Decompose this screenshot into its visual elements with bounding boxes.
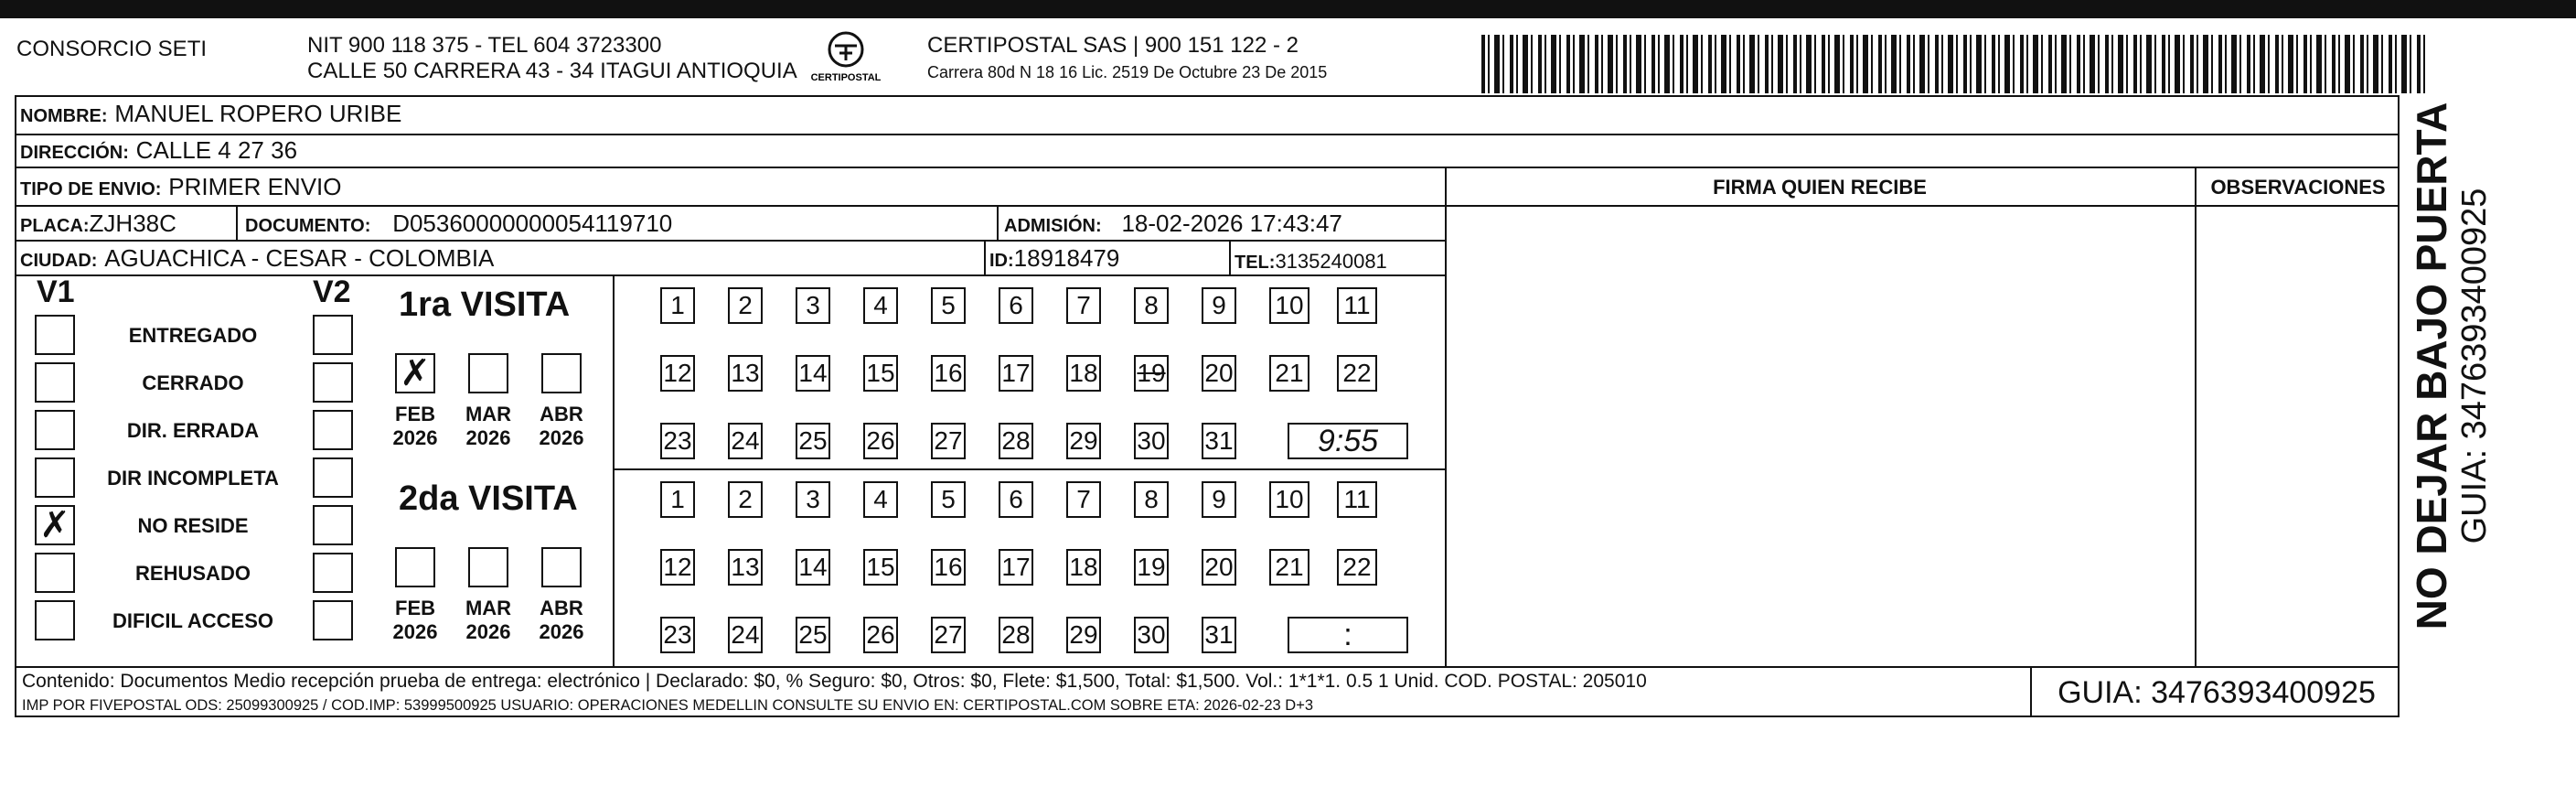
side-guia: GUIA: 3476393400925: [2455, 188, 2494, 544]
documento-value: D05360000000054119710: [392, 210, 673, 237]
time-box[interactable]: :: [1288, 617, 1408, 653]
col-line: [984, 240, 986, 274]
day-box[interactable]: 27: [931, 617, 966, 653]
v1-checkbox[interactable]: [35, 600, 75, 640]
tipo-envio-field: TIPO DE ENVIO: PRIMER ENVIO: [20, 173, 342, 200]
id-field: ID:18918479: [989, 244, 1120, 272]
month-checkbox[interactable]: [541, 547, 582, 587]
row-line: [15, 205, 1445, 207]
year-label: 2026: [539, 426, 584, 449]
day-box[interactable]: 29: [1066, 423, 1101, 459]
day-box[interactable]: 23: [660, 617, 695, 653]
license-line: Carrera 80d N 18 16 Lic. 2519 De Octubre 23 De 2015: [927, 63, 1328, 81]
check-mark: ✗: [39, 504, 70, 546]
tipo-envio-value: PRIMER ENVIO: [168, 173, 342, 200]
month-checkbox[interactable]: [468, 547, 508, 587]
time-box[interactable]: 9:55: [1288, 423, 1408, 459]
year-label: 2026: [392, 426, 438, 449]
direccion-field: DIRECCIÓN: CALLE 4 27 36: [20, 136, 298, 164]
col-line: [2195, 167, 2197, 666]
day-box[interactable]: 25: [796, 617, 830, 653]
day-box[interactable]: 15: [863, 549, 898, 586]
day-box[interactable]: 22: [1337, 549, 1377, 586]
day-box[interactable]: 2: [728, 287, 763, 324]
nit-line: NIT 900 118 375 - TEL 604 3723300: [307, 33, 662, 58]
v2-checkbox[interactable]: [313, 315, 353, 355]
day-box[interactable]: 21: [1269, 549, 1309, 586]
row-line: [15, 134, 2400, 135]
month-label: MAR: [465, 403, 512, 425]
day-box[interactable]: 1: [660, 481, 695, 518]
v2-checkbox[interactable]: [313, 457, 353, 498]
day-box[interactable]: 5: [931, 287, 966, 324]
signature-area[interactable]: [1454, 212, 2186, 657]
day-box[interactable]: 27: [931, 423, 966, 459]
footer-line: [15, 666, 2400, 668]
placa-field: PLACA:ZJH38C: [20, 210, 176, 237]
visit-title: 1ra VISITA: [399, 285, 571, 324]
day-box[interactable]: 16: [931, 355, 966, 392]
status-option-label: ENTREGADO: [128, 324, 258, 347]
no-dejar-bajo-puerta: NO DEJAR BAJO PUERTA: [2408, 102, 2455, 630]
nombre-value: MANUEL ROPERO URIBE: [114, 100, 402, 127]
v1-checkbox[interactable]: [35, 553, 75, 593]
status-option-label: CERRADO: [142, 371, 244, 394]
tel-value: 3135240081: [1275, 250, 1387, 273]
day-box[interactable]: 4: [863, 287, 898, 324]
day-box[interactable]: 6: [999, 481, 1033, 518]
day-box[interactable]: 4: [863, 481, 898, 518]
day-box[interactable]: 31: [1202, 617, 1236, 653]
day-box[interactable]: 24: [728, 423, 763, 459]
day-box[interactable]: 9: [1202, 481, 1236, 518]
admision-value: 18-02-2026 17:43:47: [1121, 210, 1342, 237]
day-box[interactable]: 10: [1269, 481, 1309, 518]
visit-divider: [613, 468, 1445, 470]
day-box[interactable]: 19: [1134, 549, 1169, 586]
day-box[interactable]: 13: [728, 355, 763, 392]
day-box[interactable]: 30: [1134, 423, 1169, 459]
certipostal-line: CERTIPOSTAL SAS | 900 151 122 - 2: [927, 33, 1299, 58]
day-box[interactable]: 14: [796, 355, 830, 392]
day-box[interactable]: 20: [1202, 355, 1236, 392]
year-label: 2026: [465, 620, 511, 643]
day-box[interactable]: 19: [1134, 355, 1169, 392]
observaciones-area[interactable]: [2204, 212, 2392, 657]
col-line: [613, 274, 615, 666]
day-box[interactable]: 26: [863, 423, 898, 459]
day-box[interactable]: 8: [1134, 481, 1169, 518]
top-border: [0, 0, 2576, 18]
day-box[interactable]: 30: [1134, 617, 1169, 653]
v2-checkbox[interactable]: [313, 362, 353, 403]
day-box[interactable]: 31: [1202, 423, 1236, 459]
month-label: ABR: [540, 597, 583, 619]
day-box[interactable]: 7: [1066, 287, 1101, 324]
status-option-label: DIR INCOMPLETA: [107, 467, 279, 490]
v2-checkbox[interactable]: [313, 505, 353, 545]
visit-title: 2da VISITA: [399, 479, 578, 518]
status-option-label: DIR. ERRADA: [126, 419, 260, 442]
day-box[interactable]: 24: [728, 617, 763, 653]
day-box[interactable]: 28: [999, 617, 1033, 653]
day-box[interactable]: 9: [1202, 287, 1236, 324]
month-checkbox[interactable]: [395, 547, 435, 587]
month-label: FEB: [395, 403, 435, 425]
day-box[interactable]: 18: [1066, 549, 1101, 586]
v2-checkbox[interactable]: [313, 600, 353, 640]
row-line: [1445, 205, 2400, 207]
day-box[interactable]: 22: [1337, 355, 1377, 392]
month-label: MAR: [465, 597, 512, 619]
day-box[interactable]: 16: [931, 549, 966, 586]
v1-checkbox[interactable]: [35, 457, 75, 498]
v2-label: V2: [313, 274, 351, 309]
nombre-field: NOMBRE: MANUEL ROPERO URIBE: [20, 100, 402, 127]
documento-field: DOCUMENTO: D05360000000054119710: [245, 210, 673, 237]
col-line: [236, 205, 238, 240]
day-box[interactable]: 15: [863, 355, 898, 392]
month-checkbox[interactable]: [468, 353, 508, 393]
v1-checkbox[interactable]: [35, 505, 75, 545]
day-box[interactable]: 11: [1337, 481, 1377, 518]
direccion-value: CALLE 4 27 36: [135, 136, 298, 164]
svg-text:CERTIPOSTAL: CERTIPOSTAL: [810, 72, 882, 83]
day-box[interactable]: 17: [999, 549, 1033, 586]
side-notice: [2409, 91, 2509, 640]
col-line: [1229, 240, 1231, 274]
status-option-label: NO RESIDE: [137, 514, 249, 537]
col-line: [2030, 666, 2032, 717]
placa-value: ZJH38C: [89, 210, 176, 237]
id-value: 18918479: [1013, 244, 1120, 272]
month-checkbox[interactable]: [541, 353, 582, 393]
v1-label: V1: [37, 274, 75, 309]
status-option-label: DIFICIL ACCESO: [112, 609, 273, 632]
barcode: [1481, 35, 2429, 93]
day-box[interactable]: 28: [999, 423, 1033, 459]
day-box[interactable]: 29: [1066, 617, 1101, 653]
v1-checkbox[interactable]: [35, 362, 75, 403]
month-checkbox[interactable]: [395, 353, 435, 393]
day-box[interactable]: 3: [796, 287, 830, 324]
row-line: [15, 167, 2400, 168]
day-box[interactable]: 12: [660, 355, 695, 392]
v1-checkbox[interactable]: [35, 315, 75, 355]
ciudad-value: AGUACHICA - CESAR - COLOMBIA: [104, 244, 495, 272]
day-box[interactable]: 23: [660, 423, 695, 459]
imp-line: IMP POR FIVEPOSTAL ODS: 25099300925 / COD.IMP: 53999500925 USUARIO: OPERACIONES MEDELLIN CONSULTE SU ENVIO EN: CERTIPOSTAL.COM SOBRE ETA: 2026-02-23 D+3: [22, 697, 1314, 714]
day-box[interactable]: 10: [1269, 287, 1309, 324]
day-box[interactable]: 14: [796, 549, 830, 586]
month-label: FEB: [395, 597, 435, 619]
v1-checkbox[interactable]: [35, 410, 75, 450]
col-line: [1445, 167, 1447, 666]
day-box[interactable]: 17: [999, 355, 1033, 392]
day-box[interactable]: 13: [728, 549, 763, 586]
address-line: CALLE 50 CARRERA 43 - 34 ITAGUI ANTIOQUIA: [307, 59, 797, 83]
admision-field: ADMISIÓN: 18-02-2026 17:43:47: [1004, 210, 1342, 237]
v2-checkbox[interactable]: [313, 553, 353, 593]
year-label: 2026: [392, 620, 438, 643]
guia-footer: GUIA: 3476393400925: [2058, 675, 2376, 710]
company-name: CONSORCIO SETI: [16, 37, 208, 61]
check-mark: ✗: [400, 352, 431, 394]
v2-checkbox[interactable]: [313, 410, 353, 450]
day-box[interactable]: 6: [999, 287, 1033, 324]
year-label: 2026: [539, 620, 584, 643]
contenido-line: Contenido: Documentos Medio recepción prueba de entrega: electrónico | Declarado: $0, % Seguro: $0, Otros: $0, Flete: $1,500, Total: $1,500. Vol.: 1*1*1. 0.5 1 Unid. COD. POSTAL: 205010: [22, 671, 1647, 692]
day-box[interactable]: 2: [728, 481, 763, 518]
tel-field: TEL:3135240081: [1235, 250, 1387, 273]
day-box[interactable]: 8: [1134, 287, 1169, 324]
status-option-label: REHUSADO: [135, 562, 251, 585]
firma-header: FIRMA QUIEN RECIBE: [1713, 176, 1927, 199]
day-box[interactable]: 12: [660, 549, 695, 586]
day-box[interactable]: 21: [1269, 355, 1309, 392]
day-box[interactable]: 26: [863, 617, 898, 653]
month-label: ABR: [540, 403, 583, 425]
observaciones-header: OBSERVACIONES: [2210, 176, 2386, 199]
year-label: 2026: [465, 426, 511, 449]
day-box[interactable]: 5: [931, 481, 966, 518]
day-box[interactable]: 1: [660, 287, 695, 324]
day-box[interactable]: 3: [796, 481, 830, 518]
day-box[interactable]: 20: [1202, 549, 1236, 586]
certipostal-logo: [805, 29, 887, 90]
ciudad-field: CIUDAD: AGUACHICA - CESAR - COLOMBIA: [20, 244, 495, 272]
day-box[interactable]: 11: [1337, 287, 1377, 324]
day-box[interactable]: 25: [796, 423, 830, 459]
day-box[interactable]: 7: [1066, 481, 1101, 518]
col-line: [997, 205, 999, 240]
day-box[interactable]: 18: [1066, 355, 1101, 392]
